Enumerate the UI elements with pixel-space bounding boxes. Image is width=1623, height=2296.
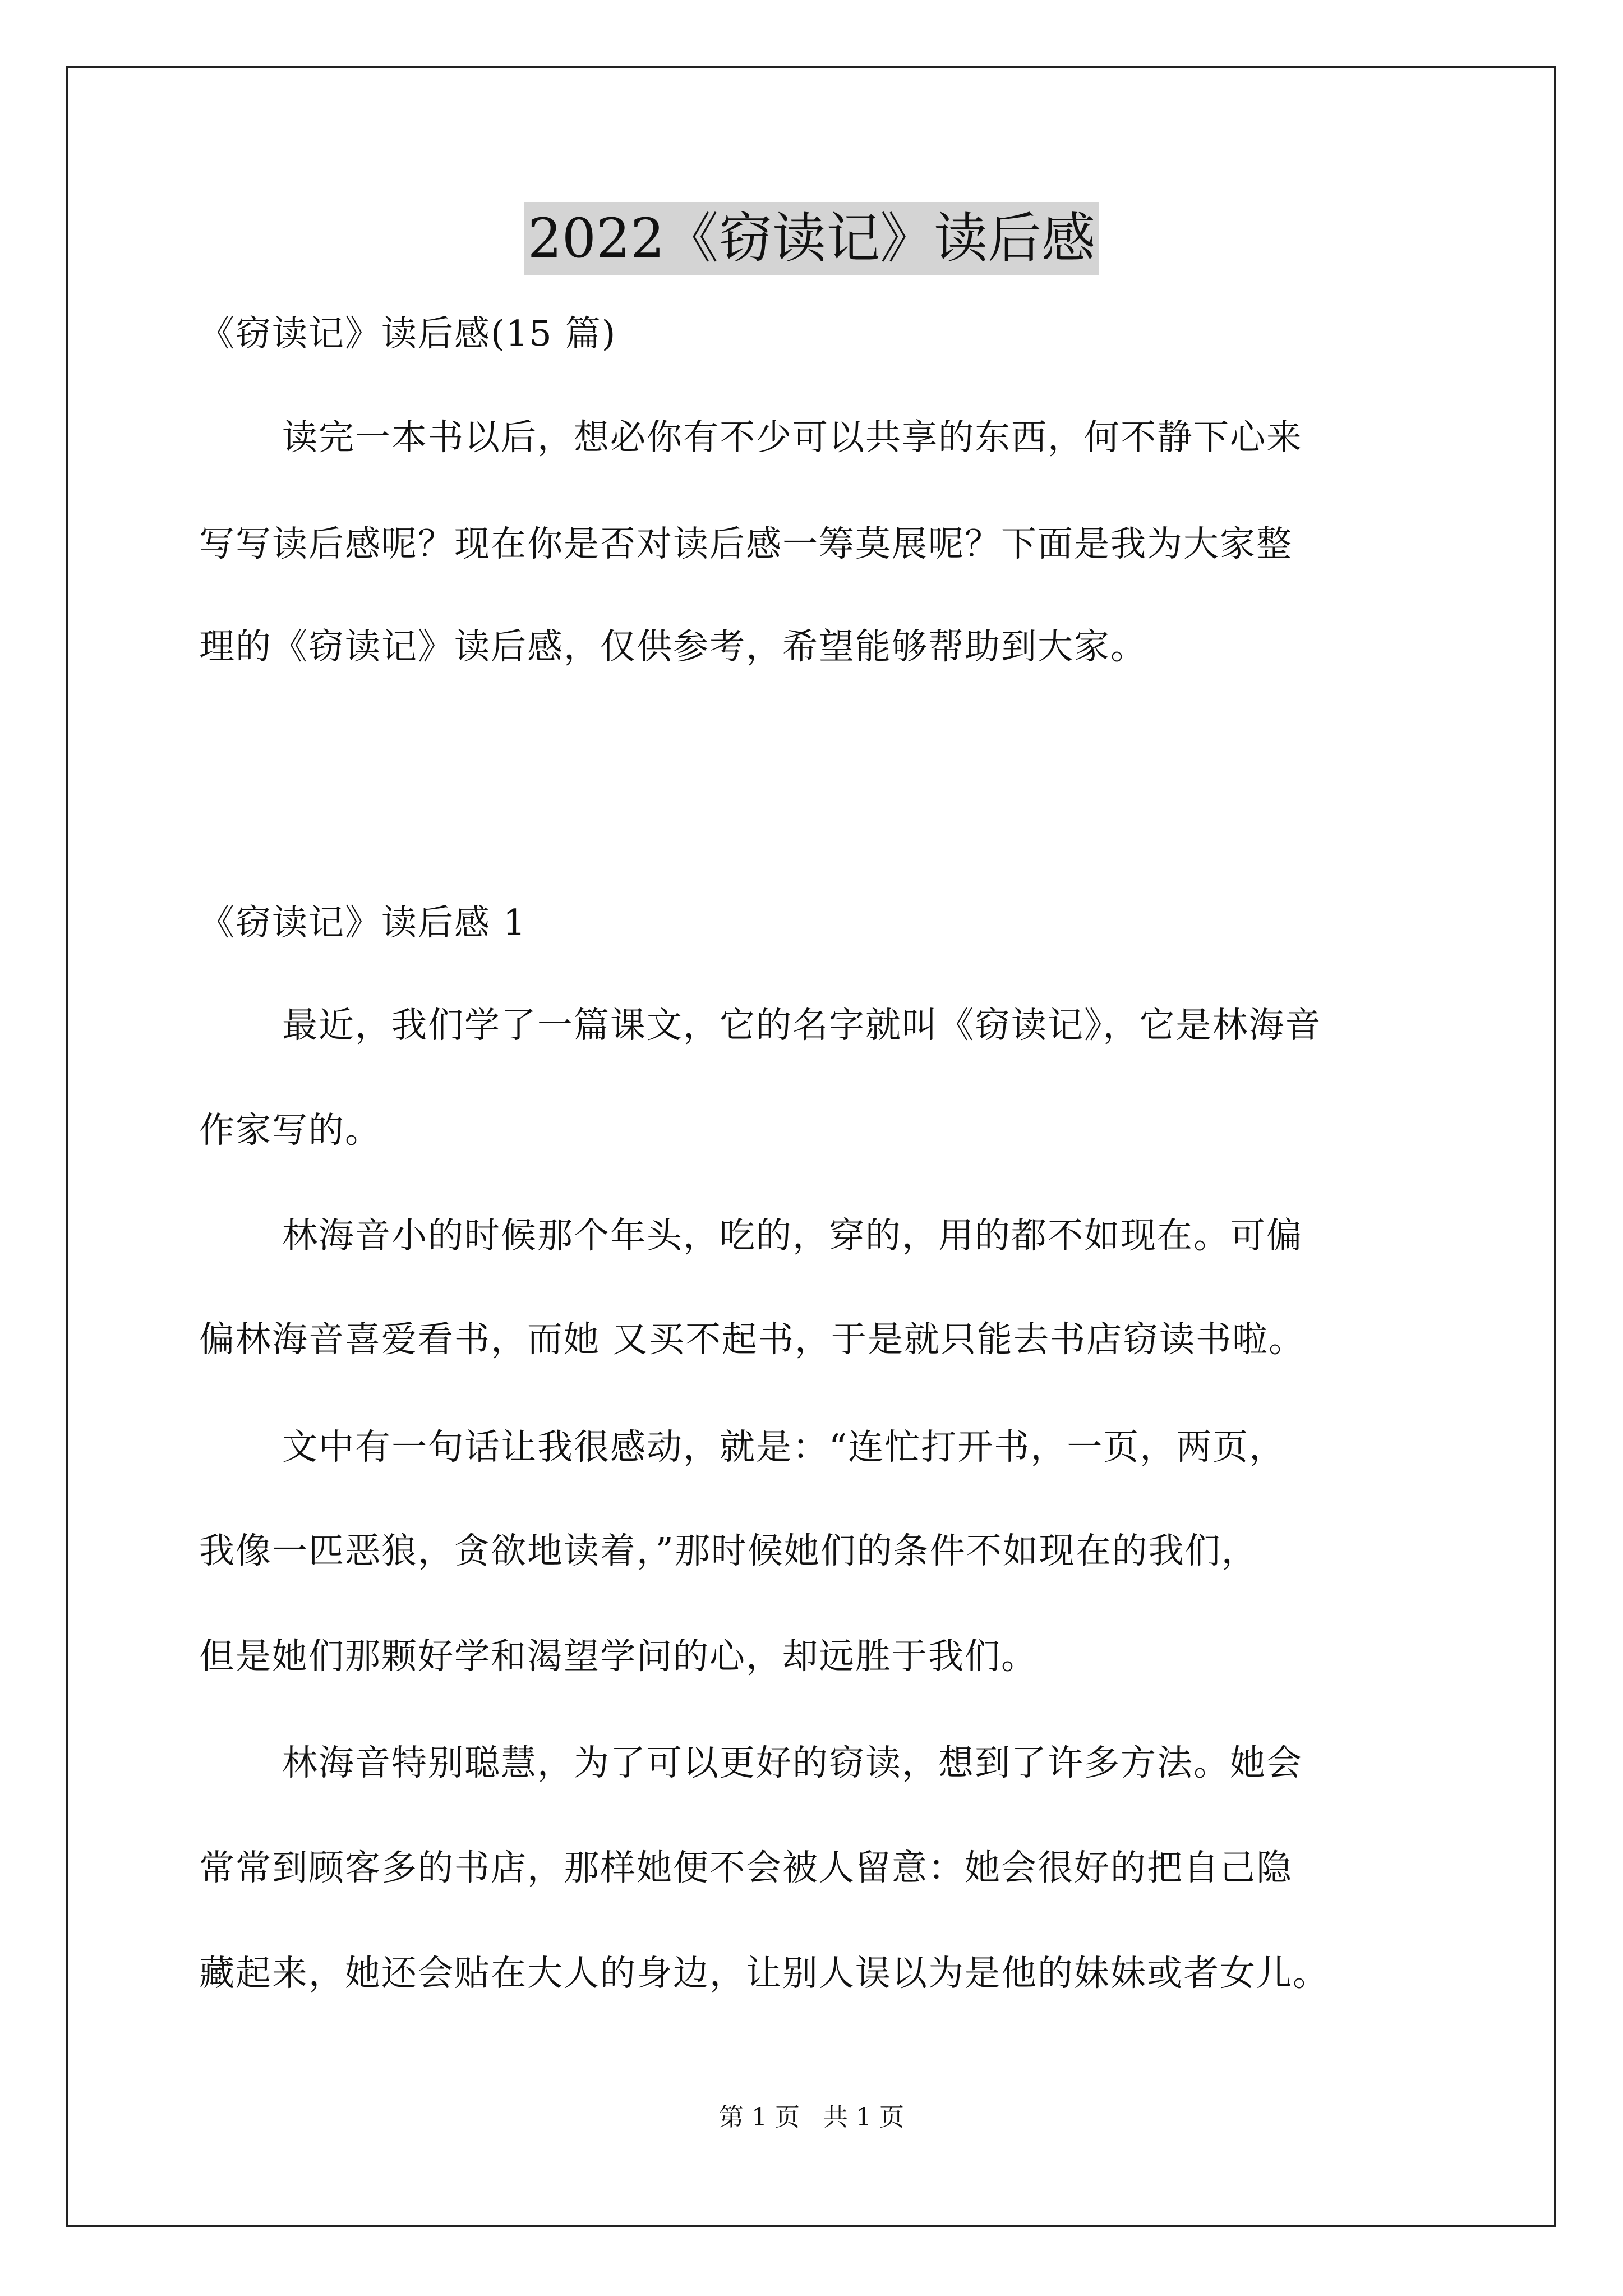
body-line: 文中有一句话让我很感动，就是：“连忙打开书，一页，两页，: [282, 1427, 1286, 1467]
body-line: 作家写的。: [199, 1110, 381, 1151]
page-number-footer: 第 1 页 共 1 页: [719, 2103, 904, 2132]
intro-line: 理的《窃读记》读后感，仅供参考，希望能够帮助到大家。: [199, 626, 1147, 667]
intro-line: 读完一本书以后，想必你有不少可以共享的东西，何不静下心来: [282, 417, 1303, 458]
title-container: [0, 202, 1623, 275]
body-line: 藏起来，她还会贴在大人的身边，让别人误以为是他的妹妹或者女儿。: [199, 1953, 1329, 1994]
body-line: 但是她们那颗好学和渴望学问的心，却远胜于我们。: [199, 1636, 1038, 1677]
body-line: 最近，我们学了一篇课文，它的名字就叫《窃读记》，它是林海音: [282, 1005, 1322, 1046]
section-heading: 《窃读记》读后感 1: [199, 902, 527, 943]
intro-line: 写写读后感呢？现在你是否对读后感一筹莫展呢？下面是我为大家整: [199, 523, 1293, 564]
body-line: 我像一匹恶狼，贪欲地读着，”那时候她们的条件不如现在的我们，: [199, 1530, 1258, 1571]
body-line: 偏林海音喜爱看书，而她 又买不起书，于是就只能去书店窃读书啦。: [199, 1319, 1306, 1360]
body-line: 常常到顾客多的书店，那样她便不会被人留意：她会很好的把自己隐: [199, 1847, 1293, 1888]
document-subtitle: 《窃读记》读后感(15 篇): [199, 313, 617, 354]
document-title: 2022《窃读记》读后感: [524, 202, 1099, 275]
body-line: 林海音小的时候那个年头，吃的，穿的，用的都不如现在。可偏: [282, 1215, 1303, 1256]
body-line: 林海音特别聪慧，为了可以更好的窃读，想到了许多方法。她会: [282, 1742, 1303, 1783]
